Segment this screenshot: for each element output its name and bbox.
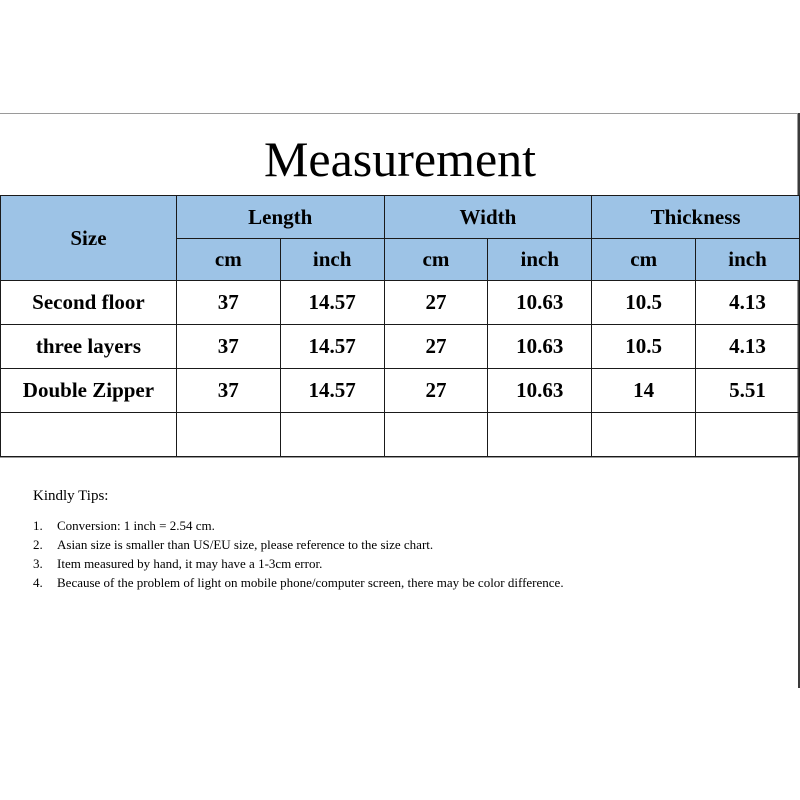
table-cell: 37: [176, 325, 280, 369]
table-cell: 37: [176, 281, 280, 325]
list-item: [33, 516, 607, 535]
table-cell: [384, 413, 488, 457]
table-cell: [280, 413, 384, 457]
unit-header: cm: [592, 239, 696, 281]
list-number: 3.: [33, 556, 43, 571]
row-label: [1, 413, 177, 457]
table-cell: 10.63: [488, 281, 592, 325]
table-cell: 14.57: [280, 325, 384, 369]
list-item: [33, 554, 607, 573]
table-cell: 14.57: [280, 369, 384, 413]
list-text: Asian size is smaller than US/EU size, please reference to the size chart.: [57, 537, 434, 552]
table-cell: 10.5: [592, 325, 696, 369]
width-header: Width: [384, 196, 592, 239]
table-cell: 10.5: [592, 281, 696, 325]
unit-header: inch: [280, 239, 384, 281]
table-cell: [592, 413, 696, 457]
row-label: three layers: [1, 325, 177, 369]
measurement-table: [0, 195, 800, 457]
table-cell: 4.13: [696, 281, 800, 325]
thickness-header: Thickness: [592, 196, 800, 239]
row-label: Double Zipper: [1, 369, 177, 413]
table-cell: 37: [176, 369, 280, 413]
table-cell: 10.63: [488, 325, 592, 369]
table-cell: [176, 413, 280, 457]
table-cell: 10.63: [488, 369, 592, 413]
list-text: Conversion: 1 inch = 2.54 cm.: [57, 518, 215, 533]
unit-header: inch: [488, 239, 592, 281]
table-cell: 4.13: [696, 325, 800, 369]
tips-list: [33, 516, 607, 592]
table-cell: 27: [384, 369, 488, 413]
table-header-row: [1, 196, 800, 239]
table-cell: 5.51: [696, 369, 800, 413]
table-cell: 27: [384, 281, 488, 325]
list-number: 2.: [33, 537, 43, 552]
unit-header: inch: [696, 239, 800, 281]
table-row: [1, 369, 800, 413]
size-header: Size: [1, 196, 177, 281]
page-title: Measurement: [263, 131, 537, 187]
table-cell: [488, 413, 592, 457]
table-cell: 14: [592, 369, 696, 413]
table-cell: [696, 413, 800, 457]
list-text: Item measured by hand, it may have a 1-3cm error.: [57, 556, 323, 571]
tips-title: Kindly Tips:: [33, 488, 109, 504]
list-item: [33, 535, 607, 554]
list-text: Because of the problem of light on mobile phone/computer screen, there may be color difference.: [57, 575, 564, 590]
length-header: Length: [176, 196, 384, 239]
unit-header: cm: [384, 239, 488, 281]
table-row-empty: [1, 413, 800, 457]
list-number: 1.: [33, 518, 43, 533]
list-item: [33, 573, 607, 592]
table-row: [1, 325, 800, 369]
list-number: 4.: [33, 575, 43, 590]
kindly-tips: [33, 487, 607, 592]
unit-header: cm: [176, 239, 280, 281]
row-label: Second floor: [1, 281, 177, 325]
table-cell: 27: [384, 325, 488, 369]
table-cell: 14.57: [280, 281, 384, 325]
table-row: [1, 281, 800, 325]
